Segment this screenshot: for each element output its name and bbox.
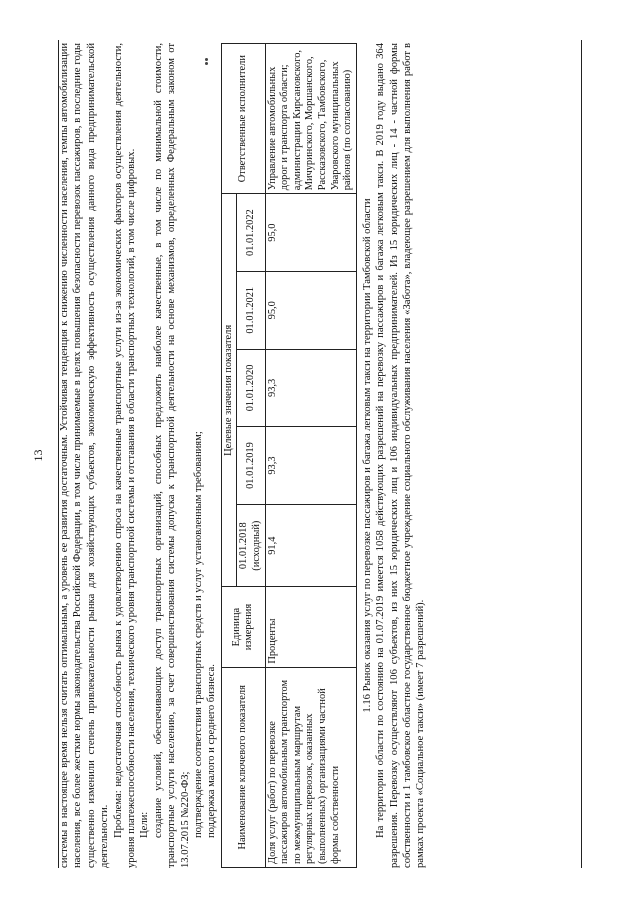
goal-item: создание условий, обеспечивающих доступ транспортных организаций, способных предложить наиболее качественные, в том числе по минимальной стоимости, транспортные услуги населению, за счет совершенствования системы допуска к транспортной деятельности на основе механизмов, определенных Федеральным законом от 13.07.2015 №220-ФЗ; xyxy=(152,43,191,868)
table-row xyxy=(265,44,356,868)
date-header: 01.01.2019 xyxy=(237,427,265,505)
col-header-unit: Единица измерения xyxy=(221,587,265,667)
goal-item: подтверждение соответствия транспортных средств и услуг установленным требованиям; xyxy=(193,431,205,838)
page-number: 13 xyxy=(31,449,45,462)
problem-paragraph: Проблема: недостаточная способность рынка к удовлетворению спроса на качественные транспортные услуги из-за экономических факторов осуществления деятельности, уровня платежеспособности населения, технического уровня транспортной системы и отставания в области транспортных технологий, в том числе цифровых. xyxy=(112,43,138,868)
col-header-targets: Целевые значения показателя xyxy=(221,194,237,587)
date-header: 01.01.2018 (исходный) xyxy=(237,504,265,587)
right-border-line xyxy=(581,40,582,868)
row-value: 93,3 xyxy=(265,427,356,505)
row-value: 93,3 xyxy=(265,349,356,427)
intro-paragraph: системы в настоящее время нельзя считать оптимальным, а уровень ее развития достаточным. Устойчивая тенденция к снижению численности населения, темпы автомобилизации населения, все более жесткие нормы законодательства Российской Федерации, в том числе принимаемые в целях повышения безопасности перевозок пассажиров, в последние годы существенно изменили степень привлекательности рынка для хозяйствующих субъектов, экономическую эффективность осуществления данного вида предпринимательской деятельности. xyxy=(59,43,111,868)
row-unit: Проценты xyxy=(265,587,356,667)
row-value: 91,4 xyxy=(265,504,356,587)
goals-label: Цели: xyxy=(139,811,151,838)
section-heading: 1.16 Рынок оказания услуг по перевозке пассажиров и багажа легковым такси на территории Тамбовской области xyxy=(361,198,373,713)
date-header: 01.01.2020 xyxy=(237,349,265,427)
row-indicator-name: Доля услуг (работ) по перевозке пассажиров автомобильным транспортом по межмуниципальным маршрутам регулярных перевозок, оказанных (выполненных) организациями частной формы собственности xyxy=(265,667,356,867)
date-header: 01.01.2022 xyxy=(237,194,265,272)
date-header: 01.01.2021 xyxy=(237,271,265,349)
row-responsible: Управление автомобильных дорог и транспорта области; администрации Кирсановского, Мичуринского, Моршанского, Рассказовского, Тамбовского, Уваровского муниципальных районов (по согласованию) xyxy=(265,44,356,194)
rotated-page-content xyxy=(31,43,578,868)
kpi-table xyxy=(221,43,357,868)
col-header-name: Наименование ключевого показателя xyxy=(221,667,265,867)
taxi-paragraph: На территории области по состоянию на 01.07.2019 имеется 1058 действующих разрешений на перевозку пассажиров и багажа легковым такси. В 2019 году выдано 364 разрешения. Перевозку осуществляют 106 субъектов, из них 15 юридических лиц и 106 индивидуальных предпринимателей. Из 15 юридических лиц - 14 - частной формы собственности и 1 тамбовское областное государственное бюджетное учреждение социального обслуживания населения «Забота», владеющее разрешением для выполнения работ в рамках проекта «Социальное такси» (имеет 7 разрешений). xyxy=(375,43,427,868)
col-header-responsible: Ответственные исполнители xyxy=(221,44,265,194)
row-value: 95,0 xyxy=(265,271,356,349)
goal-item: поддержка малого и среднего бизнеса. xyxy=(206,664,218,838)
row-value: 95,0 xyxy=(265,194,356,272)
